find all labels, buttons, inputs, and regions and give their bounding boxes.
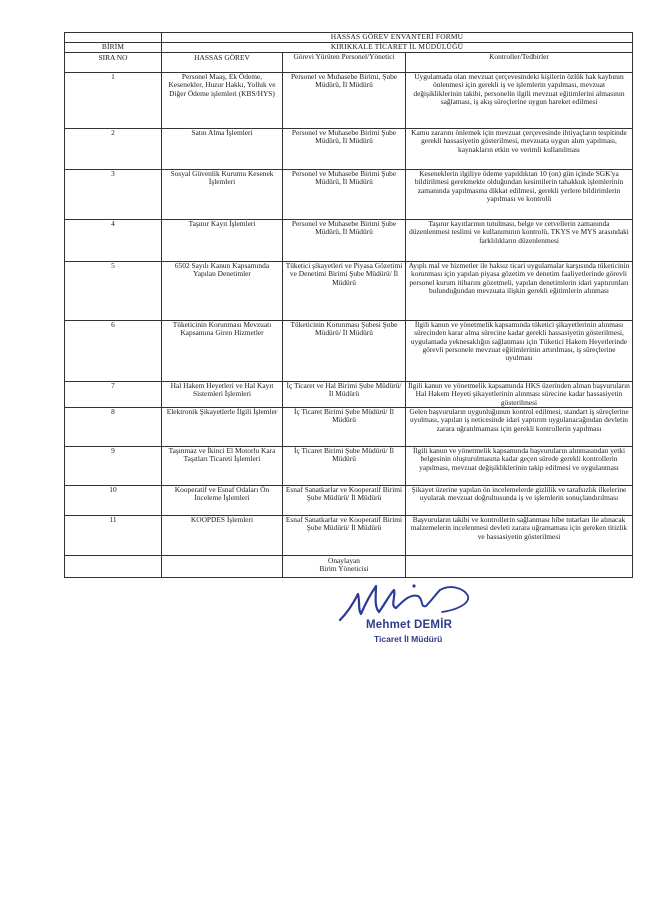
table-row — [65, 170, 633, 220]
signature-name: Mehmet DEMİR — [366, 619, 453, 631]
row-no: 1 — [65, 73, 162, 129]
row-no: 3 — [65, 170, 162, 220]
row-controls: Ayıplı mal ve hizmetler ile haksız ticari uygulamalar karşısında tüketicinin korunması için yapılan piyasa gözetim ve denetim faaliyetlerinde görevli personel kurum itibarını gözetmeli, yapılan denetimlerin idari yaptırımları bulunduğundan mevzuata ilişkin gerekli eğitimlerin alınması — [406, 262, 633, 321]
table-row — [65, 447, 633, 486]
row-controls: Başvuruların takibi ve kontrollerin sağlanması hibe tutarları ile alınacak malzemelerin incelenmesi devleti zarara uğramaması için gereken titizlik ve hassasiyetin gösterilmesi — [406, 516, 633, 556]
column-header-no: SIRA NO — [65, 53, 162, 73]
approval-line2: Birim Yöneticisi — [319, 564, 369, 574]
row-task: Elektronik Şikayetlerle İlgili İşlemler — [162, 408, 283, 447]
approval-empty-cell — [162, 556, 283, 578]
row-controls: Şikayet üzerine yapılan ön incelemelerde gizlilik ve tarafsızlık ilkelerine uyularak mevzuat doğrultusunda iş ve işlemlerin sonuçlandırılması — [406, 486, 633, 516]
row-task: Tüketicinin Korunması Mevzuatı Kapsamına Giren Hizmetler — [162, 321, 283, 382]
row-no: 9 — [65, 447, 162, 486]
row-owner: Esnaf Sanatkarlar ve Kooperatif Birimi Şube Müdürü/ İl Müdürü — [283, 516, 406, 556]
row-task: Satın Alma İşlemleri — [162, 129, 283, 170]
table-row — [65, 220, 633, 262]
row-task: Personel Maaş, Ek Ödeme, Kesenekler, Huzur Hakkı, Yolluk ve Diğer Ödeme işlemleri (KBS/HYS) — [162, 73, 283, 129]
row-controls: İlgili kanun ve yönetmelik kapsamında HKS üzerinden alınan başvuruların Hal Hakem Heyeti şikayetlerinin alınması sürecine kadar hassasiyetin gösterilmesi — [406, 382, 633, 408]
spacer-cell — [65, 33, 162, 43]
table-row — [65, 486, 633, 516]
table-row — [65, 73, 633, 129]
row-controls: Uygulamada olan mevzuat çerçevesindeki kişilerin özlük hak kaybının önlenmesi için gerekli iş ve işlemlerin yapılması, mevzuat değişikliklerinin takibi, personelin ilgili mevzuat eğitimlerini almasının sağlaması, iş akış süreçlerine uygun hareket edilmesi — [406, 73, 633, 129]
row-task: KOOPDES İşlemleri — [162, 516, 283, 556]
row-no: 11 — [65, 516, 162, 556]
table-row — [65, 262, 633, 321]
unit-label: BİRİM — [65, 43, 162, 53]
signature-title: Ticaret İl Müdürü — [374, 634, 443, 644]
unit-value: KIRIKKALE TİCARET İL MÜDÜLÜĞÜ — [162, 43, 633, 53]
row-task: Taşınır Kayıt İşlemleri — [162, 220, 283, 262]
table-row — [65, 516, 633, 556]
row-controls: Taşınır kayıtlarının tutulması, belge ve cetvellerin zamanında düzenlenmesi teslimi ve kullanımının kontrolü, TKYS ve MYS arasındaki farklılıkların düzenlenmesi — [406, 220, 633, 262]
row-owner: Personel ve Muhasebe Birimi Şube Müdürü, İl Müdürü — [283, 129, 406, 170]
row-task: Taşınmaz ve İkinci El Motorlu Kara Taşıtları Ticareti İşlemleri — [162, 447, 283, 486]
form-title: HASSAS GÖREV ENVANTERİ FORMU — [162, 33, 633, 43]
row-owner: Tüketicinin Korunması Şubesi Şube Müdürü/ İl Müdürü — [283, 321, 406, 382]
table-row — [65, 382, 633, 408]
row-controls: İlgili kanun ve yönetmelik kapsamında başvuruların alınmasından yetki belgesinin oluşturulmasına kadar geçen sürede gerekli kontrollerin yapılması, mevzuat değişikliklerinin takip edilmesi ve uygulanması — [406, 447, 633, 486]
row-owner: İç Ticaret ve Hal Birimi Şube Müdürü/ İl Müdürü — [283, 382, 406, 408]
row-owner: İç Ticaret Birimi Şube Müdürü/ İl Müdürü — [283, 408, 406, 447]
approval-empty-cell — [65, 556, 162, 578]
row-no: 6 — [65, 321, 162, 382]
row-controls: Kamu zararını önlemek için mevzuat çerçevesinde ihtiyaçların tespitinde gerekli hassasiyetin gösterilmesi, mevzuata uygun alım yapılması, kaynakların etkin ve verimli kullanılması — [406, 129, 633, 170]
row-no: 2 — [65, 129, 162, 170]
inventory-form-table — [64, 32, 633, 578]
row-task: Sosyal Güvenlik Kurumu Kesenek İşlemleri — [162, 170, 283, 220]
handwritten-signature — [330, 572, 500, 662]
row-task: 6502 Sayılı Kanun Kapsamında Yapılan Denetimler — [162, 262, 283, 321]
table-row — [65, 129, 633, 170]
row-task: Hal Hakem Heyetleri ve Hal Kayıt Sistemleri İşlemleri — [162, 382, 283, 408]
row-owner: Tüketici şikayetleri ve Piyasa Gözetimi ve Denetimi Birimi Şube Müdürü/ İl Müdürü — [283, 262, 406, 321]
row-controls: Keseneklerin ilgiliye ödeme yapıldıktan 10 (on) gün içinde SGK'ya bildirilmesi gerekmekte olduğundan kesintilerin tahakkuk işlemlerinin zamanında yapılmasına dikkat edilmesi, gerekli yerlere bildirimlerin yapılması ve kontrolü — [406, 170, 633, 220]
row-owner: İç Ticaret Birimi Şube Müdürü/ İl Müdürü — [283, 447, 406, 486]
row-no: 7 — [65, 382, 162, 408]
column-header-task: HASSAS GÖREV — [162, 53, 283, 73]
row-owner: Personel ve Muhasebe Birimi Şube Müdürü, İl Müdürü — [283, 170, 406, 220]
row-no: 4 — [65, 220, 162, 262]
table-row — [65, 321, 633, 382]
column-header-controls: Kontroller/Tedbirler — [406, 53, 633, 73]
row-controls: İlgili kanun ve yönetmelik kapsamında tüketici şikayetlerinin alınması sürecinden karar alma sürecine kadar gerekli hassasiyetin gösterilmesi, uygulamada yeknesaklığın sağlanması için Tüketici Hakem Heyetlerinde görevli personele mevzuat eğitimlerinin artırılması, iş süreçlerine uyulması — [406, 321, 633, 382]
row-no: 10 — [65, 486, 162, 516]
row-owner: Personel ve Muhasebe Birimi, Şube Müdürü, İl Müdürü — [283, 73, 406, 129]
table-row — [65, 408, 633, 447]
column-header-owner: Görevi Yürüten Personel/Yönetici — [283, 53, 406, 73]
row-owner: Personel ve Muhasebe Birimi Şube Müdürü, İl Müdürü — [283, 220, 406, 262]
row-owner: Esnaf Sanatkarlar ve Kooperatif Birimi Şube Müdürü/ İl Müdürü — [283, 486, 406, 516]
row-controls: Gelen başvuruların uygunluğunun kontrol edilmesi, standart iş süreçlerine uyulması, yapılan iş neticesinde idari yaptırım uygulanacağından devletin zarara uğratılmaması için gerekli kontrollerin yapılması — [406, 408, 633, 447]
row-no: 5 — [65, 262, 162, 321]
row-task: Kooperatif ve Esnaf Odaları Ön İnceleme İşlemleri — [162, 486, 283, 516]
approval-line1: Onaylayan — [327, 556, 360, 565]
row-no: 8 — [65, 408, 162, 447]
